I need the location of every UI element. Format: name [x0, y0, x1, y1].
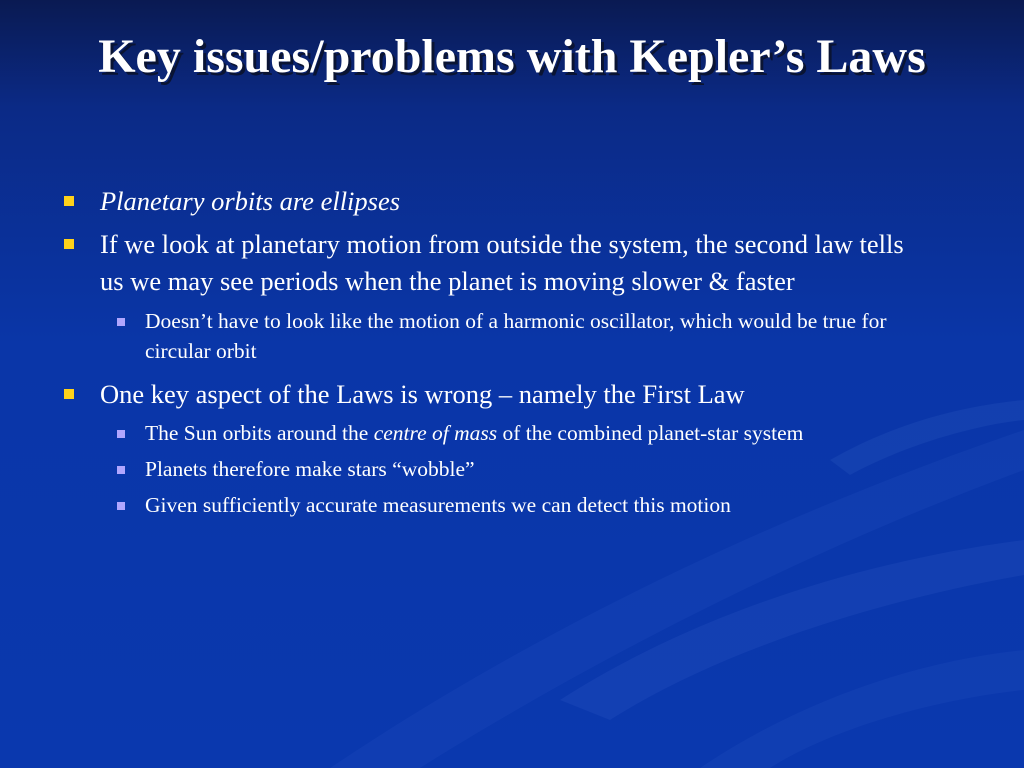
- bullet-first-law-wrong: [60, 376, 910, 414]
- sub-bullet-text: Doesn’t have to look like the motion of a harmonic oscillator, which would be true for circular orbit: [145, 308, 887, 363]
- square-bullet-icon: [64, 196, 74, 206]
- slide-body: [60, 183, 960, 526]
- square-bullet-icon: [117, 430, 125, 438]
- sub-bullet-detect-motion: [60, 490, 915, 520]
- sub-bullet-text-emphasis: centre of mass: [373, 421, 498, 445]
- bullet-second-law: [60, 226, 910, 301]
- bullet-text: Planetary orbits are ellipses: [100, 186, 401, 216]
- slide-title: Key issues/problems with Kepler’s Laws: [98, 30, 926, 83]
- sub-bullet-text: Planets therefore make stars “wobble”: [145, 457, 475, 481]
- square-bullet-icon: [117, 466, 125, 474]
- sub-bullet-harmonic-oscillator: [60, 306, 915, 366]
- bullet-text: If we look at planetary motion from outside the system, the second law tells us we may see periods when the planet is moving slower & faster: [100, 228, 904, 296]
- sub-bullet-text-pre: The Sun orbits around the: [145, 421, 374, 445]
- bullet-text: One key aspect of the Laws is wrong – namely the First Law: [100, 378, 745, 409]
- sub-bullet-centre-of-mass: [60, 418, 915, 448]
- square-bullet-icon: [117, 318, 125, 326]
- bullet-planetary-orbits: [60, 183, 910, 221]
- square-bullet-icon: [64, 389, 74, 399]
- square-bullet-icon: [64, 239, 74, 249]
- sub-bullet-text-post: of the combined planet-star system: [497, 421, 804, 445]
- sub-bullet-wobble: [60, 454, 915, 484]
- square-bullet-icon: [117, 502, 125, 510]
- sub-bullet-text: Given sufficiently accurate measurements we can detect this motion: [145, 493, 731, 517]
